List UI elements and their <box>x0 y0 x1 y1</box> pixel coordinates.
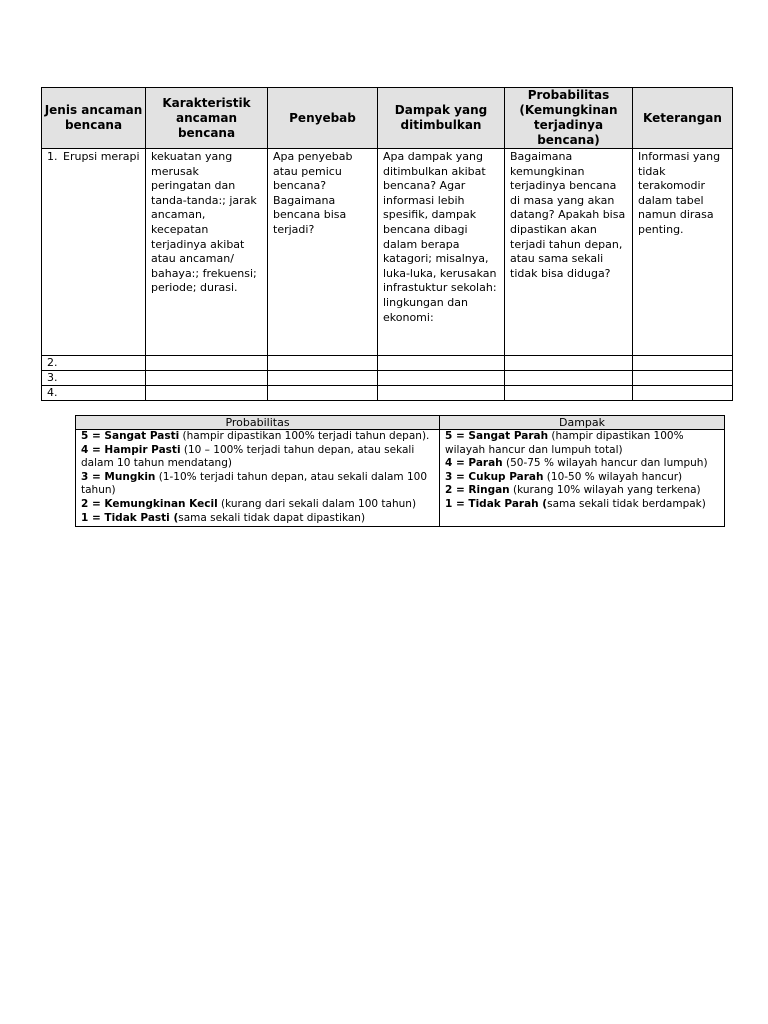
cell-jenis <box>42 149 146 356</box>
jenis-text: Erupsi merapi <box>63 150 140 163</box>
cell-karakteristik: kekuatan yang merusak peringatan dan tanda-tanda:; jarak ancaman, kecepatan terjadinya akibat atau ancaman/ bahaya:; frekuensi; periode; durasi. <box>146 149 268 356</box>
table-row <box>42 356 733 371</box>
cell-dampak: Apa dampak yang ditimbulkan akibat bencana? Agar informasi lebih spesifik, dampak bencana dibagi dalam berapa katagori; misalnya, luka-luka, kerusakan infrastuktur sekolah: lingkungan dan ekonomi: <box>378 149 505 356</box>
header-probabilitas-scale: Probabilitas <box>76 416 440 430</box>
hazard-assessment-table <box>41 87 733 401</box>
list-item: 3 = Cukup Parah (10-50 % wilayah hancur) <box>445 470 683 483</box>
cell-probabilitas: Bagaimana kemungkinan terjadinya bencana di masa yang akan datang? Apakah bisa dipastikan akan terjadi tahun depan, atau sama sekali tidak bisa diduga? <box>505 149 633 356</box>
table-row <box>42 149 733 356</box>
header-dampak: Dampak yang ditimbulkan <box>378 88 505 149</box>
row-number: 4. <box>42 386 146 401</box>
row-number: 2. <box>42 356 146 371</box>
row-number: 1. <box>47 150 58 163</box>
header-jenis: Jenis ancaman bencana <box>42 88 146 149</box>
scale-legend-table <box>75 415 725 527</box>
header-karakteristik: Karakteristik ancaman bencana <box>146 88 268 149</box>
probabilitas-scale-list <box>76 430 440 527</box>
list-item: 3 = Mungkin (1-10% terjadi tahun depan, atau sekali dalam 100 tahun) <box>81 470 428 497</box>
list-item: 4 = Hampir Pasti (10 – 100% terjadi tahun depan, atau sekali dalam 10 tahun mendatang) <box>81 443 415 470</box>
cell-penyebab: Apa penyebab atau pemicu bencana? Bagaimana bencana bisa terjadi? <box>268 149 378 356</box>
scale-body-row <box>76 430 725 527</box>
header-keterangan: Keterangan <box>633 88 733 149</box>
dampak-scale-list <box>440 430 725 527</box>
list-item: 2 = Kemungkinan Kecil (kurang dari sekali dalam 100 tahun) <box>81 497 417 510</box>
table-row <box>42 371 733 386</box>
cell-keterangan: Informasi yang tidak terakomodir dalam tabel namun dirasa penting. <box>633 149 733 356</box>
header-row <box>42 88 733 149</box>
list-item: 1 = Tidak Pasti (sama sekali tidak dapat dipastikan) <box>81 511 366 524</box>
row-number: 3. <box>42 371 146 386</box>
list-item: 5 = Sangat Pasti (hampir dipastikan 100% terjadi tahun depan). <box>81 430 430 442</box>
scale-header-row <box>76 416 725 430</box>
table-row <box>42 386 733 401</box>
list-item: 1 = Tidak Parah (sama sekali tidak berdampak) <box>445 497 706 510</box>
header-dampak-scale: Dampak <box>440 416 725 430</box>
header-probabilitas: Probabilitas (Kemungkinan terjadinya bencana) <box>505 88 633 149</box>
header-penyebab: Penyebab <box>268 88 378 149</box>
list-item: 5 = Sangat Parah (hampir dipastikan 100% wilayah hancur dan lumpuh total) <box>445 430 684 456</box>
list-item: 2 = Ringan (kurang 10% wilayah yang terkena) <box>445 484 701 497</box>
list-item: 4 = Parah (50-75 % wilayah hancur dan lumpuh) <box>445 457 708 470</box>
